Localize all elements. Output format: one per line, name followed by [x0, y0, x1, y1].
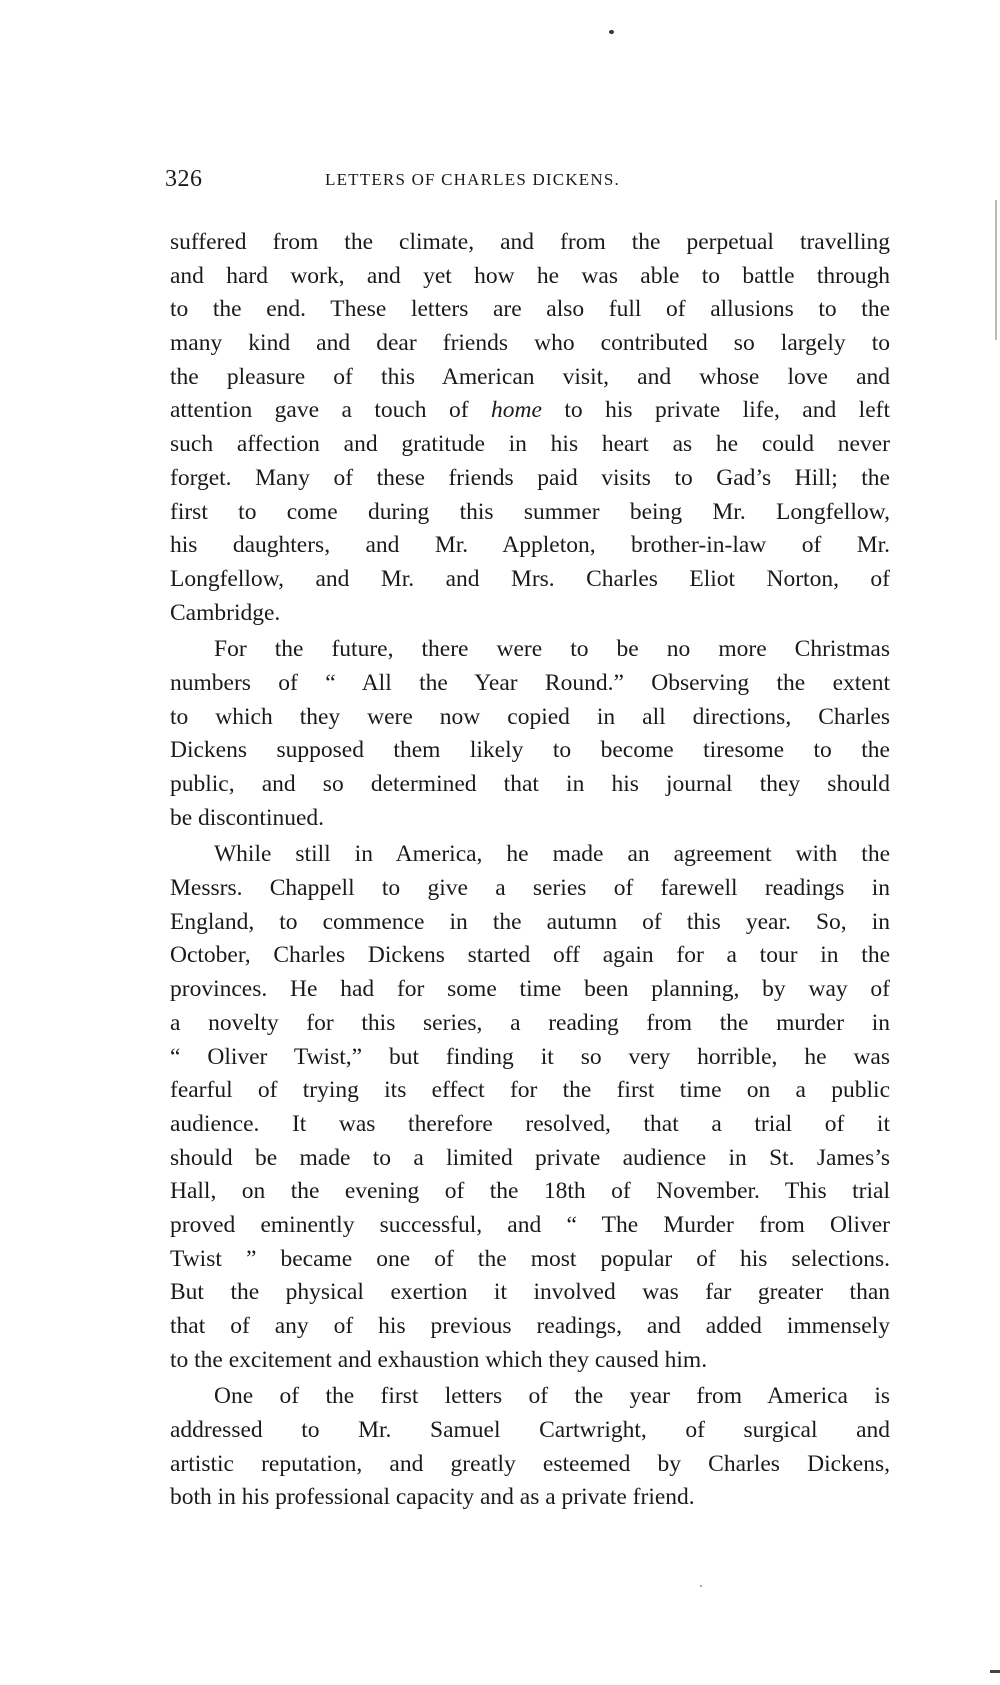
- text-line: both in his professional capacity and as a private friend.: [170, 1484, 695, 1511]
- text-line: a novelty for this series, a reading from the murder in: [170, 1009, 890, 1036]
- text-line: audience. It was therefore resolved, that a trial of it: [170, 1110, 890, 1137]
- paragraph: [170, 838, 890, 1377]
- text-line: to which they were now copied in all directions, Charles: [170, 703, 890, 730]
- text-line: fearful of trying its effect for the first time on a public: [170, 1077, 890, 1104]
- text-run: to his private life, and left: [541, 397, 890, 424]
- ink-speck: [700, 1585, 702, 1587]
- text-line: One of the first letters of the year from America is: [214, 1383, 890, 1410]
- text-line: forget. Many of these friends paid visits to Gad’s Hill; the: [170, 464, 890, 491]
- text-run: attention gave a touch of: [170, 397, 492, 424]
- page-edge-shadow: [995, 200, 997, 340]
- paragraph: [170, 633, 890, 835]
- text-line: addressed to Mr. Samuel Cartwright, of surgical and: [170, 1417, 890, 1444]
- text-line: But the physical exertion it involved was far greater than: [170, 1279, 890, 1306]
- text-line: public, and so determined that in his journal they should: [170, 771, 890, 797]
- text-line: should be made to a limited private audience in St. James’s: [170, 1144, 890, 1171]
- text-line: that of any of his previous readings, and added immensely: [170, 1313, 890, 1339]
- body-text: [170, 226, 890, 1515]
- running-title: LETTERS OF CHARLES DICKENS.: [325, 170, 620, 189]
- text-line: England, to commence in the autumn of this year. So, in: [170, 908, 890, 935]
- text-line: provinces. He had for some time been planning, by way of: [170, 976, 890, 1003]
- text-line: the pleasure of this American visit, and whose love and: [170, 363, 890, 390]
- text-line: artistic reputation, and greatly esteemed by Charles Dickens,: [170, 1450, 890, 1477]
- text-line: his daughters, and Mr. Appleton, brother-in-law of Mr.: [170, 532, 890, 559]
- text-line: to the excitement and exhaustion which they caused him.: [170, 1346, 708, 1373]
- text-line: [170, 394, 890, 428]
- paragraph: [170, 226, 890, 630]
- text-line: be discontinued.: [170, 804, 325, 831]
- text-line: Messrs. Chappell to give a series of farewell readings in: [170, 875, 890, 902]
- text-line: Hall, on the evening of the 18th of November. This trial: [170, 1178, 890, 1205]
- text-line: and hard work, and yet how he was able to battle through: [170, 262, 890, 289]
- text-line: such affection and gratitude in his heart as he could never: [170, 431, 890, 458]
- ink-speck: [609, 30, 614, 34]
- text-line: first to come during this summer being Mr. Longfellow,: [170, 498, 890, 525]
- page-number: 326: [165, 166, 203, 192]
- running-head: [165, 166, 885, 206]
- text-line: While still in America, he made an agreement with the: [214, 841, 890, 868]
- text-line: For the future, there were to be no more Christmas: [214, 636, 890, 663]
- italic-word: home: [491, 397, 542, 424]
- text-line: Longfellow, and Mr. and Mrs. Charles Eliot Norton, of: [170, 565, 890, 592]
- text-line: Twist ” became one of the most popular of his selections.: [170, 1245, 890, 1272]
- text-line: “ Oliver Twist,” but finding it so very horrible, he was: [170, 1043, 890, 1070]
- text-line: proved eminently successful, and “ The Murder from Oliver: [170, 1211, 890, 1238]
- text-line: suffered from the climate, and from the perpetual travelling: [170, 229, 890, 255]
- text-line: numbers of “ All the Year Round.” Observing the extent: [170, 669, 890, 696]
- paragraph: [170, 1380, 890, 1515]
- text-line: Cambridge.: [170, 599, 281, 626]
- text-line: October, Charles Dickens started off again for a tour in the: [170, 942, 890, 969]
- text-line: Dickens supposed them likely to become tiresome to the: [170, 737, 890, 764]
- page-edge-shadow: [990, 1670, 1000, 1673]
- text-line: many kind and dear friends who contributed so largely to: [170, 330, 890, 357]
- text-line: to the end. These letters are also full of allusions to the: [170, 296, 890, 323]
